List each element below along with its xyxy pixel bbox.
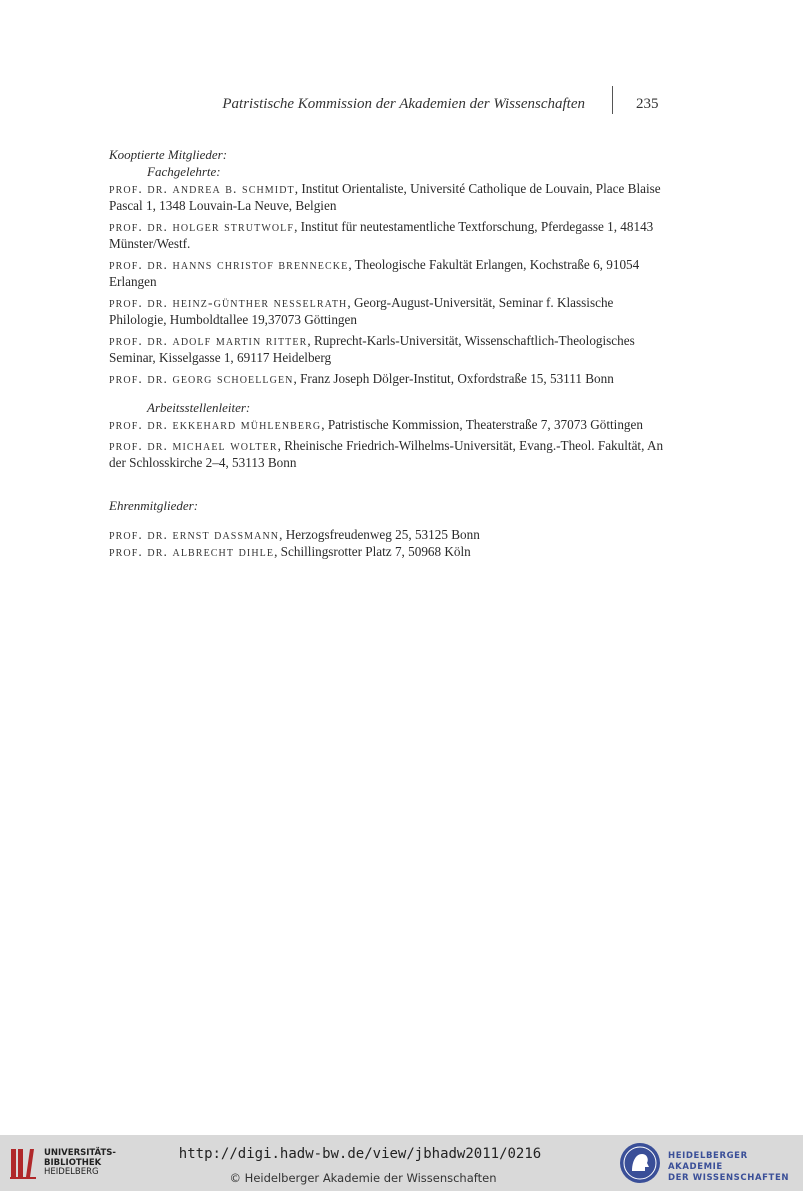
section-heading-kooptierte: Kooptierte Mitglieder: <box>109 147 228 162</box>
member-address: , Franz Joseph Dölger-Institut, Oxfordstraße 15, 53111 Bonn <box>293 371 614 386</box>
copyright-notice: © Heidelberger Akademie der Wissenschaften <box>229 1171 497 1185</box>
ub-line-2: BIBLIOTHEK <box>44 1157 102 1168</box>
section-heading-ehrenmitglieder: Ehrenmitglieder: <box>109 498 199 513</box>
haw-logo-text <box>668 1151 803 1184</box>
haw-line-2: DER WISSENSCHAFTEN <box>668 1173 790 1183</box>
member-name: prof. dr. albrecht dihle <box>109 544 275 559</box>
haw-line-1: HEIDELBERGER AKADEMIE <box>668 1151 748 1172</box>
ub-line-1: UNIVERSITÄTS- <box>44 1148 116 1158</box>
member-name: prof. dr. heinz-günther nesselrath <box>109 295 348 310</box>
list-item <box>109 294 669 328</box>
member-address: , Schillingsrotter Platz 7, 50968 Köln <box>274 544 471 559</box>
member-name: prof. dr. hanns christof brennecke <box>109 257 349 272</box>
permalink-url[interactable]: http://digi.hadw-bw.de/view/jbhadw2011/0216 <box>178 1146 542 1162</box>
member-name: prof. dr. holger strutwolf <box>109 219 295 234</box>
spacer <box>109 387 669 399</box>
subheading-fachgelehrte: Fachgelehrte: <box>147 164 221 179</box>
list-item <box>109 437 669 471</box>
haw-logo[interactable] <box>618 1141 803 1185</box>
page-number: 235 <box>636 96 659 112</box>
member-address: , Theologische Fakultät Erlangen, Kochstraße 6, 91054 Erlangen <box>109 257 640 289</box>
header-divider <box>612 86 613 114</box>
running-header <box>0 94 803 118</box>
member-list <box>109 146 669 560</box>
subheading-arbeitsstellenleiter: Arbeitsstellenleiter: <box>147 400 251 415</box>
member-name: prof. dr. ernst dassmann <box>109 527 280 542</box>
member-address: , Institut für neutestamentliche Textforschung, Pferdegasse 1, 48143 Münster/Westf. <box>109 219 654 251</box>
list-item <box>109 256 669 290</box>
member-address: , Rheinische Friedrich-Wilhelms-Universität, Evang.-Theol. Fakultät, An der Schlosskirche 2–4, 53113 Bonn <box>109 438 664 470</box>
list-item <box>109 332 669 366</box>
spacer <box>109 514 669 526</box>
list-item <box>109 370 669 387</box>
list-item <box>109 543 669 560</box>
list-item <box>109 218 669 252</box>
list-item <box>109 526 669 543</box>
member-name: prof. dr. andrea b. schmidt <box>109 181 295 196</box>
member-address: , Herzogsfreudenweg 25, 53125 Bonn <box>279 527 480 542</box>
member-name: prof. dr. georg schoellgen <box>109 371 294 386</box>
list-item <box>109 416 669 433</box>
member-address: , Georg-August-Universität, Seminar f. Klassische Philologie, Humboldtallee 19,37073 Göttingen <box>109 295 614 327</box>
spacer <box>109 471 669 497</box>
list-item <box>109 180 669 214</box>
running-title: Patristische Kommission der Akademien der Wissenschaften <box>222 96 585 112</box>
member-address: , Ruprecht-Karls-Universität, Wissenschaftlich-Theologisches Seminar, Kisselgasse 1, 69117 Heidelberg <box>109 333 635 365</box>
member-address: , Patristische Kommission, Theaterstraße 7, 37073 Göttingen <box>321 417 643 432</box>
haw-seal-icon <box>618 1141 662 1185</box>
member-name: prof. dr. ekkehard mühlenberg <box>109 417 322 432</box>
member-address: , Institut Orientaliste, Université Catholique de Louvain, Place Blaise Pascal 1, 1348 Louvain-La Neuve, Belgien <box>109 181 661 213</box>
member-name: prof. dr. adolf martin ritter <box>109 333 308 348</box>
ub-line-3: HEIDELBERG <box>44 1167 99 1177</box>
digitization-footer <box>0 1135 803 1191</box>
member-name: prof. dr. michael wolter <box>109 438 278 453</box>
